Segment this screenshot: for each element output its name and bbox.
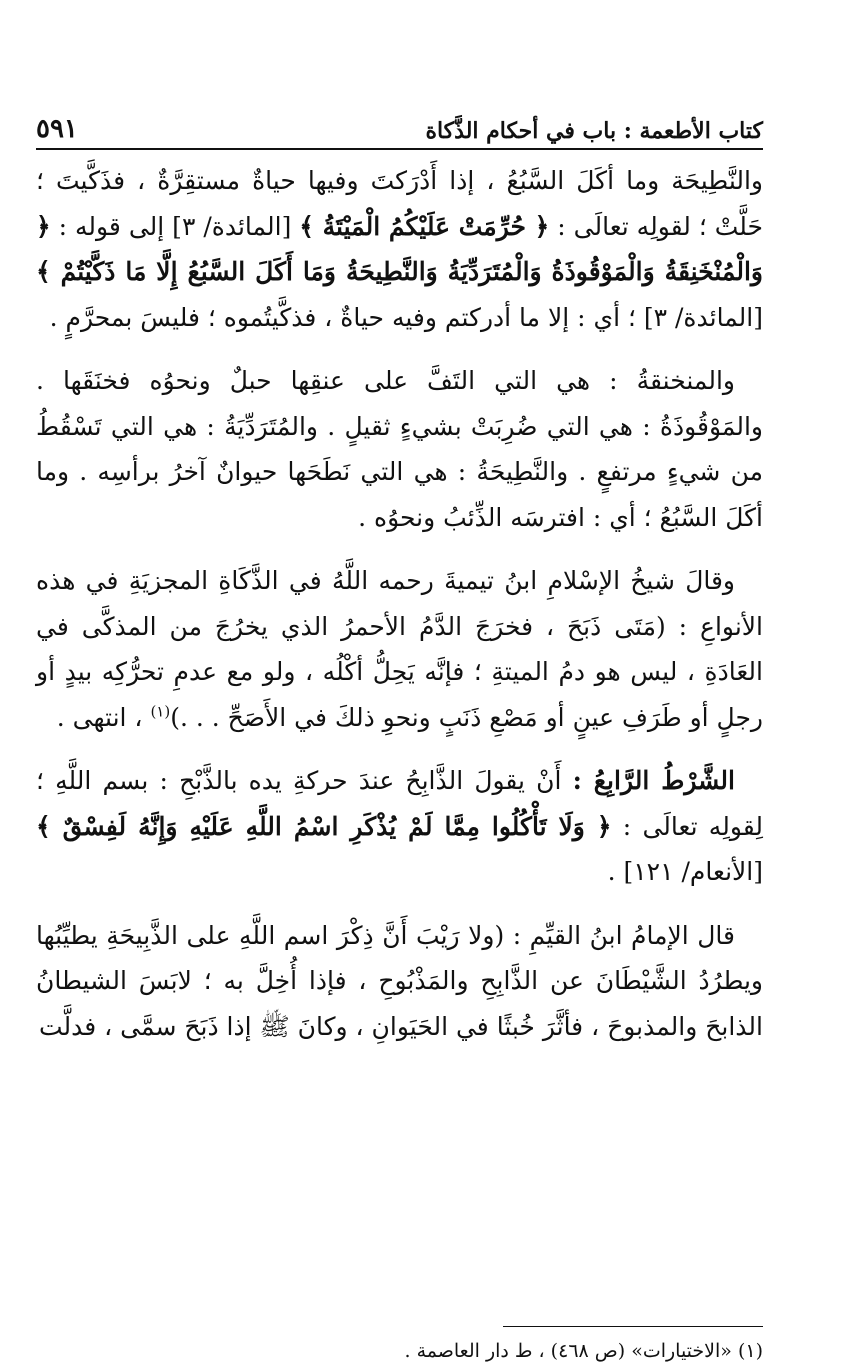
paragraph-3-text: وقالَ شيخُ الإسْلامِ ابنُ تيميةَ رحمه اللَّهُ في الذَّكَاةِ المجزيَةِ في هذه الأنواعِ : (مَتَى ذَبَحَ ، فخرَجَ الدَّمُ الأحمرُ الذي يخرُجَ من المذكَّى في العَادَةِ ، ليس هو دمُ الميتةِ ؛ فإنَّه يَحِلُّ أكْلُه ، ولو مع عدمِ تحرُّكِه بيدٍ أو رجلٍ أو طَرَفِ عينٍ أو مَصْعِ ذَنَبٍ ونحوِ ذلكَ في الأَصَحِّ . . .) — [36, 566, 763, 732]
paragraph-1-text-a: والنَّطِيحَة وما أكَلَ السَّبُعُ ، إذا أَدْرَكتَ وفيها حياةٌ مستقِرَّةٌ ، فذَكَّيتَ ؛ حَلَّتْ ؛ لقولِه تعالَى : — [36, 166, 763, 241]
quran-verse-1: ﴿ حُرِّمَتْ عَلَيْكُمُ الْمَيْتَةُ ﴾ — [299, 211, 550, 241]
quran-verse-3: ﴿ وَلَا تَأْكُلُوا مِمَّا لَمْ يُذْكَرِ اسْمُ اللَّهِ عَلَيْهِ وَإِنَّهُ لَفِسْقٌ ﴾ — [36, 811, 612, 841]
footnote-1: (١) «الاختيارات» (ص ٤٦٨) ، ط دار العاصمة . — [404, 1340, 763, 1362]
paragraph-4 — [36, 758, 763, 895]
running-title: كتاب الأطعمة : باب في أحكام الذَّكاة — [425, 118, 763, 144]
paragraph-3 — [36, 558, 763, 740]
footnotes — [36, 1336, 763, 1366]
paragraph-2: والمنخنقةُ : هي التي التَفَّ على عنقِها حبلٌ ونحوُه فخنَقَها . والمَوْقُوذَةُ : هي التي ضُرِبَتْ بشيءٍ ثقيلٍ . والمُتَرَدِّيَةُ : هي التي تَسْقُطُ من شيءٍ مرتفعٍ . والنَّطِيحَةُ : هي التي نَطَحَها حيوانٌ آخرُ برأسِه . وما أكَلَ السَّبُعُ ؛ أي : افترسَه الذِّئبُ ونحوُه . — [36, 366, 763, 532]
paragraph-1 — [36, 158, 763, 340]
footnote-divider — [503, 1326, 763, 1327]
paragraph-1-text-b: [المائدة/ ٣] إلى قوله : — [50, 211, 300, 241]
book-page — [36, 104, 763, 1362]
page-number: ٥٩١ — [36, 114, 78, 144]
paragraph-5: قال الإمامُ ابنُ القيِّمِ : (ولا رَيْبَ أَنَّ ذِكْرَ اسم اللَّهِ على الذَّبِيحَةِ يطيِّبُها ويطرُدُ الشَّيْطَانَ عن الذَّابِحِ والمَذْبُوحِ ، فإذا أُخِلَّ به ؛ لابَسَ الشيطانُ الذابحَ والمذبوحَ ، فأثَّرَ خُبثًا في الحَيَوانِ ، وكانَ ﷺ إذا ذَبَحَ سمَّى ، فدلَّت — [36, 920, 763, 1041]
footnote-marker-1[interactable]: (١) — [150, 702, 171, 721]
paragraph-4-text-b: [الأنعام/ ١٢١] . — [607, 857, 763, 886]
section-term: الشَّرْطُ الرَّابِعُ : — [572, 766, 735, 795]
page-body — [36, 158, 763, 1049]
paragraph-1-text-c: [المائدة/ ٣] ؛ أي : إلا ما أدركتم وفيه حياةٌ ، فذكَّيتُموه ؛ فليسَ بمحرَّمٍ . — [49, 302, 763, 332]
paragraph-4-text-a: أَنْ يقولَ الذَّابِحُ عندَ حركةِ يده بالذَّبْحِ : بسم اللَّهِ ؛ لِقولِه تعالَى : — [36, 766, 763, 841]
running-header — [36, 104, 763, 150]
paragraph-3-tail: ، انتهى . — [56, 702, 151, 732]
quran-verse-2: ﴿ وَالْمُنْخَنِقَةُ وَالْمَوْقُوذَةُ وَالْمُتَرَدِّيَةُ وَالنَّطِيحَةُ وَمَا أَكَلَ السَّبُعُ إِلَّا مَا ذَكَّيْتُمْ ﴾ — [36, 211, 763, 286]
